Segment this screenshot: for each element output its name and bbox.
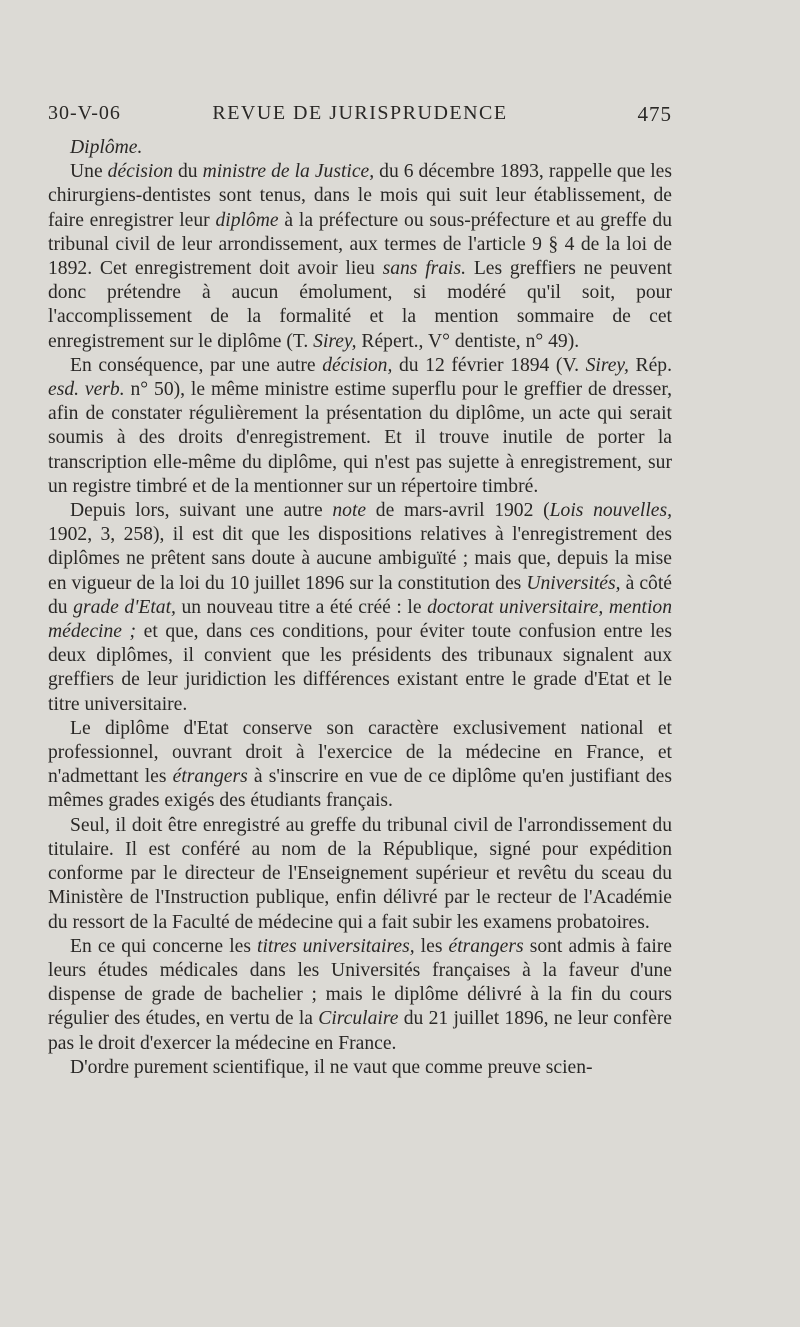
text-segment: Depuis lors, suivant une autre — [70, 500, 333, 522]
text-segment: Seul, il doit être enregistré au greffe du tribunal civil de l'arrondissement du titulaire. Il est conféré au nom de la République, signé pour expédition conforme par le directeur de l'Enseignement supérieur et revêtu du sceau du Ministère de l'Instruction publique, enfin délivré par le recteur de l'Académie du ressort de la Faculté de médecine qui a fait subir les examens probatoires. — [48, 814, 672, 933]
text-segment: En conséquence, par une autre — [70, 354, 323, 376]
text-segment: D'ordre purement scientifique, il ne vaut que comme preuve scien- — [70, 1056, 593, 1078]
italic-text: étrangers — [172, 766, 248, 788]
running-head — [48, 102, 672, 132]
article-body — [48, 136, 672, 1080]
text-segment: Rép. — [628, 354, 672, 376]
text-segment: sont admis à faire leurs études médicales dans les Universités françaises à la faveur d'une dispense de grade de bachelier ; mais le diplôme délivré à la fin du cours régulier des études, en vertu de la — [48, 935, 672, 1030]
italic-text: sans frais. — [382, 258, 467, 280]
text-segment: n° 50), le même ministre estime superflu pour le greffier de dresser, afin de constater régulièrement la présentation du diplôme, un acte qui serait soumis à des droits d'enregistrement. Et il trouve inutile de porter la transcription elle-même du diplôme, qui n'est pas sujette à enregistrement, sur un registre timbré et de la mentionner sur un répertoire timbré. — [48, 379, 672, 497]
text-segment: du 21 juillet 1896, ne leur confère pas le droit d'exercer la médecine en France. — [48, 1008, 672, 1054]
text-segment: Une — [70, 161, 108, 183]
italic-text: note — [332, 500, 367, 522]
italic-text: décision — [107, 161, 173, 183]
italic-text: diplôme — [215, 209, 279, 231]
text-segment: du — [172, 161, 203, 183]
paragraph — [48, 814, 672, 935]
italic-text: décision, — [322, 354, 393, 376]
italic-text: Sirey, — [313, 330, 357, 352]
text-segment: du 12 février 1894 (V. — [392, 354, 586, 376]
text-segment: Le diplôme d'Etat conserve son caractère exclusivement national et professionnel, ouvrant droit à l'exercice de la médecine en France, et n'admettant les — [48, 717, 672, 788]
journal-title: REVUE DE JURISPRUDENCE — [212, 102, 508, 124]
italic-text: étrangers — [448, 935, 524, 957]
italic-text: Sirey, — [585, 354, 629, 376]
paragraph — [48, 935, 672, 1056]
text-segment: à côté du — [48, 572, 672, 618]
paragraph — [48, 499, 672, 717]
italic-text: Universités, — [526, 572, 621, 594]
paragraph — [48, 717, 672, 814]
italic-text: Diplôme. — [70, 137, 143, 158]
italic-text: grade d'Etat, — [73, 596, 176, 618]
paragraph — [48, 1056, 672, 1080]
text-segment: 1902, 3, 258), il est dit que les dispositions relatives à l'enregistrement des diplômes ne prêtent sans doute à aucune ambiguïté ; mais que, depuis la mise en vigueur de la loi du 10 juillet 1896 sur la constitution des — [48, 524, 672, 594]
section-heading — [48, 136, 672, 160]
italic-text: esd. verb. — [48, 379, 125, 401]
text-segment: du 6 décembre 1893, rappelle que les chirurgiens-dentistes sont tenus, dans le mois qui suit leur établissement, de faire enregistrer leur — [48, 161, 672, 231]
italic-text: Lois nouvelles, — [549, 500, 672, 522]
text-segment: un nouveau titre a été créé : le — [175, 596, 428, 618]
text-segment: et que, dans ces conditions, pour éviter toute confusion entre les deux diplômes, il convient que les présidents des tribunaux signalent aux greffiers de leur juridiction les différences existant entre le grade d'Etat et le titre universitaire. — [48, 621, 673, 715]
italic-text: Circulaire — [318, 1008, 399, 1030]
italic-text: ministre de la Justice, — [202, 161, 375, 183]
page-number: 475 — [637, 102, 672, 126]
italic-text: titres universitaires, — [257, 935, 415, 957]
text-segment: les — [414, 935, 449, 957]
paragraph — [48, 354, 672, 499]
text-segment: à la préfecture ou sous-préfecture et au greffe du tribunal civil de leur arrondissement, aux termes de l'article 9 § 4 de la loi de 1892. Cet enregistrement doit avoir lieu — [48, 209, 672, 280]
text-segment: à s'inscrire en vue de ce diplôme qu'en justifiant des mêmes grades exigés des étudiants français. — [48, 766, 672, 812]
italic-text: doctorat universitaire, mention médecine ; — [48, 596, 673, 643]
text-segment: de mars-avril 1902 ( — [366, 500, 550, 522]
paragraph — [48, 160, 672, 354]
text-segment: Les greffiers ne peuvent donc prétendre à aucun émolument, si modéré qu'il soit, pour l'accomplissement de la formalité et la mention sommaire de cet enregistrement sur le diplôme (T. — [48, 258, 672, 352]
issue-date: 30-V-06 — [48, 102, 121, 124]
text-segment: En ce qui concerne les — [70, 935, 258, 957]
text-segment: Répert., V° dentiste, n° 49). — [356, 330, 580, 352]
